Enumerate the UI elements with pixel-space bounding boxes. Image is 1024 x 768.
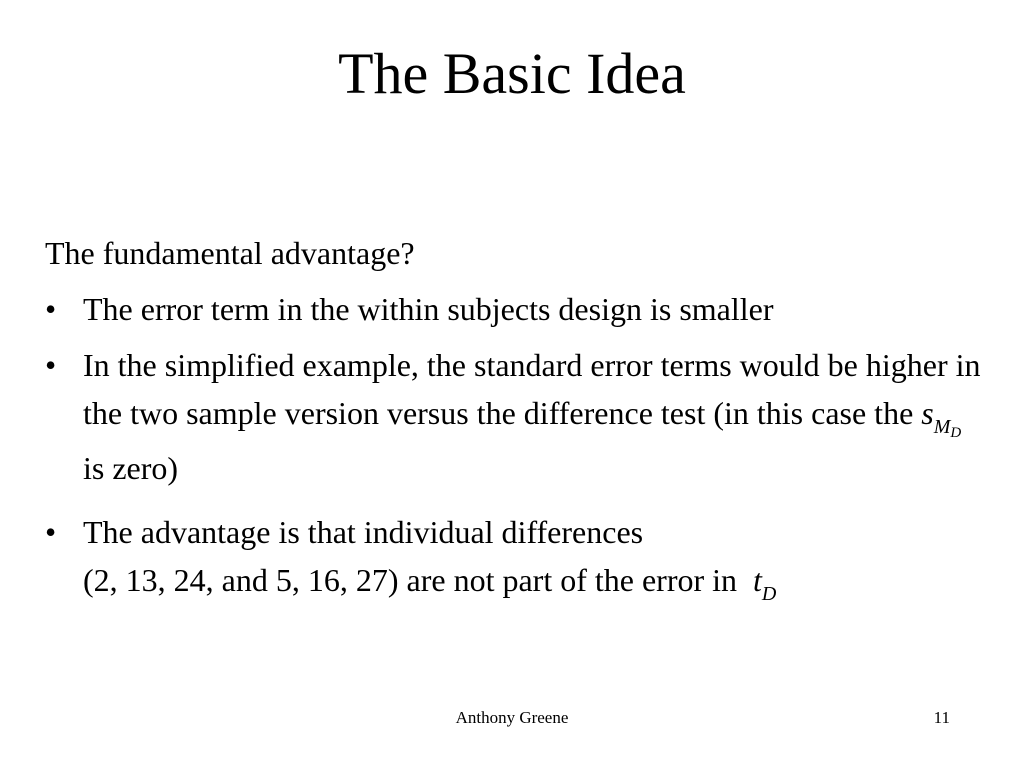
bullet-item — [45, 285, 985, 333]
intro-text: The fundamental advantage? — [45, 235, 415, 271]
math-sub-subscript: D — [950, 425, 962, 441]
math-t-sub-d — [753, 562, 777, 605]
bullet-text: The error term in the within subjects design is smaller — [83, 291, 774, 327]
bullet-item — [45, 508, 985, 609]
math-subscript — [933, 416, 962, 441]
footer-author: Anthony Greene — [455, 708, 569, 727]
bullet-item — [45, 341, 985, 492]
bullet-text-line2: (2, 13, 24, and 5, 16, 27) are not part of the error in — [83, 562, 738, 598]
bullet-text: In the simplified example, the standard error terms would be higher in the two sample version versus the difference test (in this case the — [83, 347, 981, 431]
bullet-marker: • — [45, 347, 57, 383]
bullet-marker: • — [45, 514, 57, 550]
slide-body — [45, 229, 985, 609]
bullet-marker: • — [45, 291, 57, 327]
math-base: t — [753, 562, 762, 598]
bullet-text-after: is zero) — [83, 450, 179, 486]
math-s-sub-md — [921, 395, 962, 441]
footer-page-number: 11 — [933, 708, 950, 727]
math-subscript: D — [761, 583, 777, 605]
bullet-text-line1: The advantage is that individual differences — [83, 514, 644, 550]
slide-title: The Basic Idea — [338, 41, 686, 106]
math-base: s — [921, 395, 934, 431]
math-subscript-letter: M — [933, 416, 951, 438]
